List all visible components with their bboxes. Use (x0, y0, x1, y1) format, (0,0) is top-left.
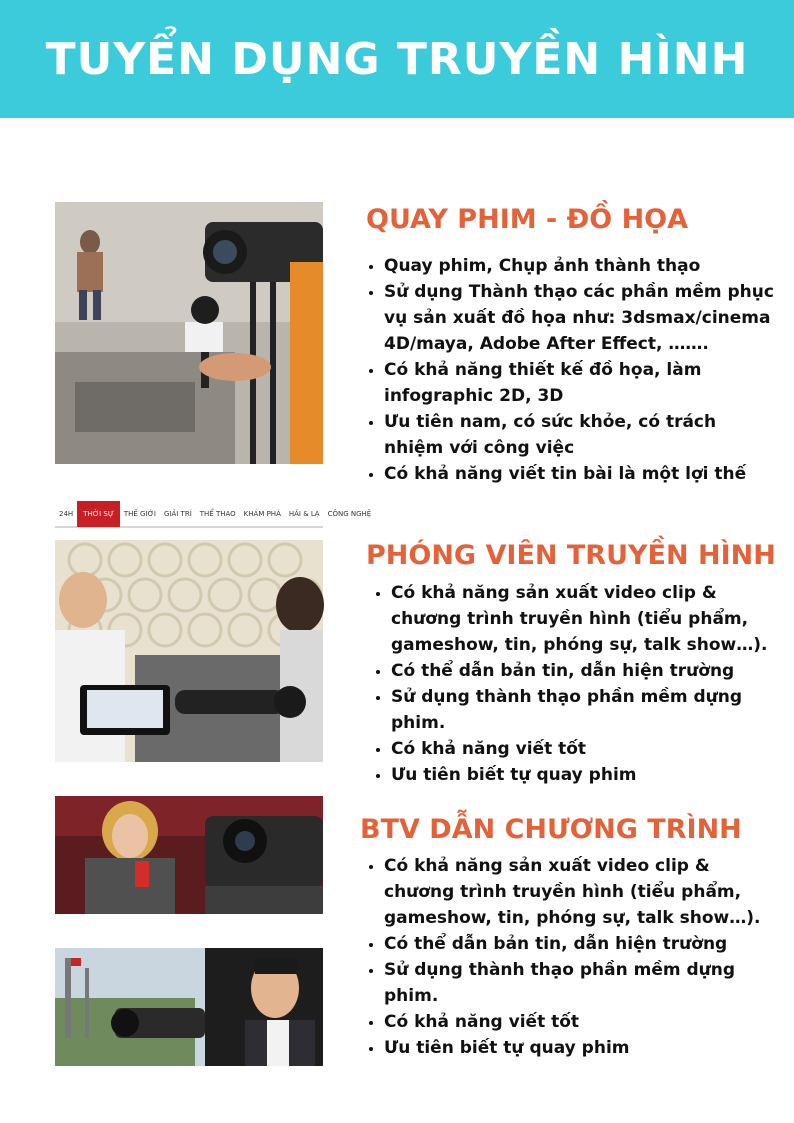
nav-item: CÔNG NGHỆ (327, 510, 372, 518)
list-item: • Ưu tiên nam, có sức khỏe, có trách nhiệm với công việc (384, 409, 774, 461)
section-list-btv (362, 853, 784, 1061)
photo-presenter (55, 796, 323, 914)
list-item: • Có thể dẫn bản tin, dẫn hiện trường (384, 931, 784, 957)
nav-item: 24H (59, 510, 74, 518)
nav-item: GIẢI TRÍ (163, 510, 192, 518)
list-item: • Quay phim, Chụp ảnh thành thạo (384, 253, 774, 279)
nav-item: THỂ THAO (199, 510, 236, 518)
header-banner (0, 0, 794, 118)
list-item: • Có khả năng viết tin bài là một lợi thế (384, 461, 774, 487)
photo-interview (55, 540, 323, 762)
list-item: • Có khả năng viết tốt (391, 736, 791, 762)
section-title-quay-phim: QUAY PHIM - ĐỒ HỌA (366, 204, 689, 235)
list-item: • Sử dụng thành thạo phần mềm dựng phim. (391, 684, 791, 736)
list-item: • Có khả năng viết tốt (384, 1009, 784, 1035)
nav-item: HẢI & LẠ (288, 510, 320, 518)
section-title-phong-vien: PHÓNG VIÊN TRUYỀN HÌNH (366, 540, 776, 571)
section-list-quay-phim (362, 253, 774, 487)
nav-item-active: THỜI SỰ (77, 501, 120, 527)
photo-cameraman-outdoor (55, 948, 323, 1066)
list-item: • Ưu tiên biết tự quay phim (391, 762, 791, 788)
section-title-btv: BTV DẪN CHƯƠNG TRÌNH (360, 814, 742, 845)
list-item: • Có khả năng thiết kế đồ họa, làm infographic 2D, 3D (384, 357, 774, 409)
page-title: TUYỂN DỤNG TRUYỀN HÌNH (45, 33, 749, 85)
nav-item: KHÁM PHÁ (243, 510, 281, 518)
photo-camera-microphone (55, 202, 323, 464)
list-item: • Sử dụng thành thạo phần mềm dựng phim. (384, 957, 784, 1009)
section-list-phong-vien (369, 580, 791, 788)
nav-item: THẾ GIỚI (123, 510, 156, 518)
photo-nav-strip (55, 502, 372, 528)
list-item: • Có khả năng sản xuất video clip & chương trình truyền hình (tiểu phẩm, gameshow, tin, phóng sự, talk show…). (391, 580, 791, 658)
list-item: • Ưu tiên biết tự quay phim (384, 1035, 784, 1061)
list-item: • Có khả năng sản xuất video clip & chương trình truyền hình (tiểu phẩm, gameshow, tin, phóng sự, talk show…). (384, 853, 784, 931)
list-item: • Có thể dẫn bản tin, dẫn hiện trường (391, 658, 791, 684)
list-item: • Sử dụng Thành thạo các phần mềm phục vụ sản xuất đồ họa như: 3dsmax/cinema 4D/maya, Adobe After Effect, ……. (384, 279, 774, 357)
